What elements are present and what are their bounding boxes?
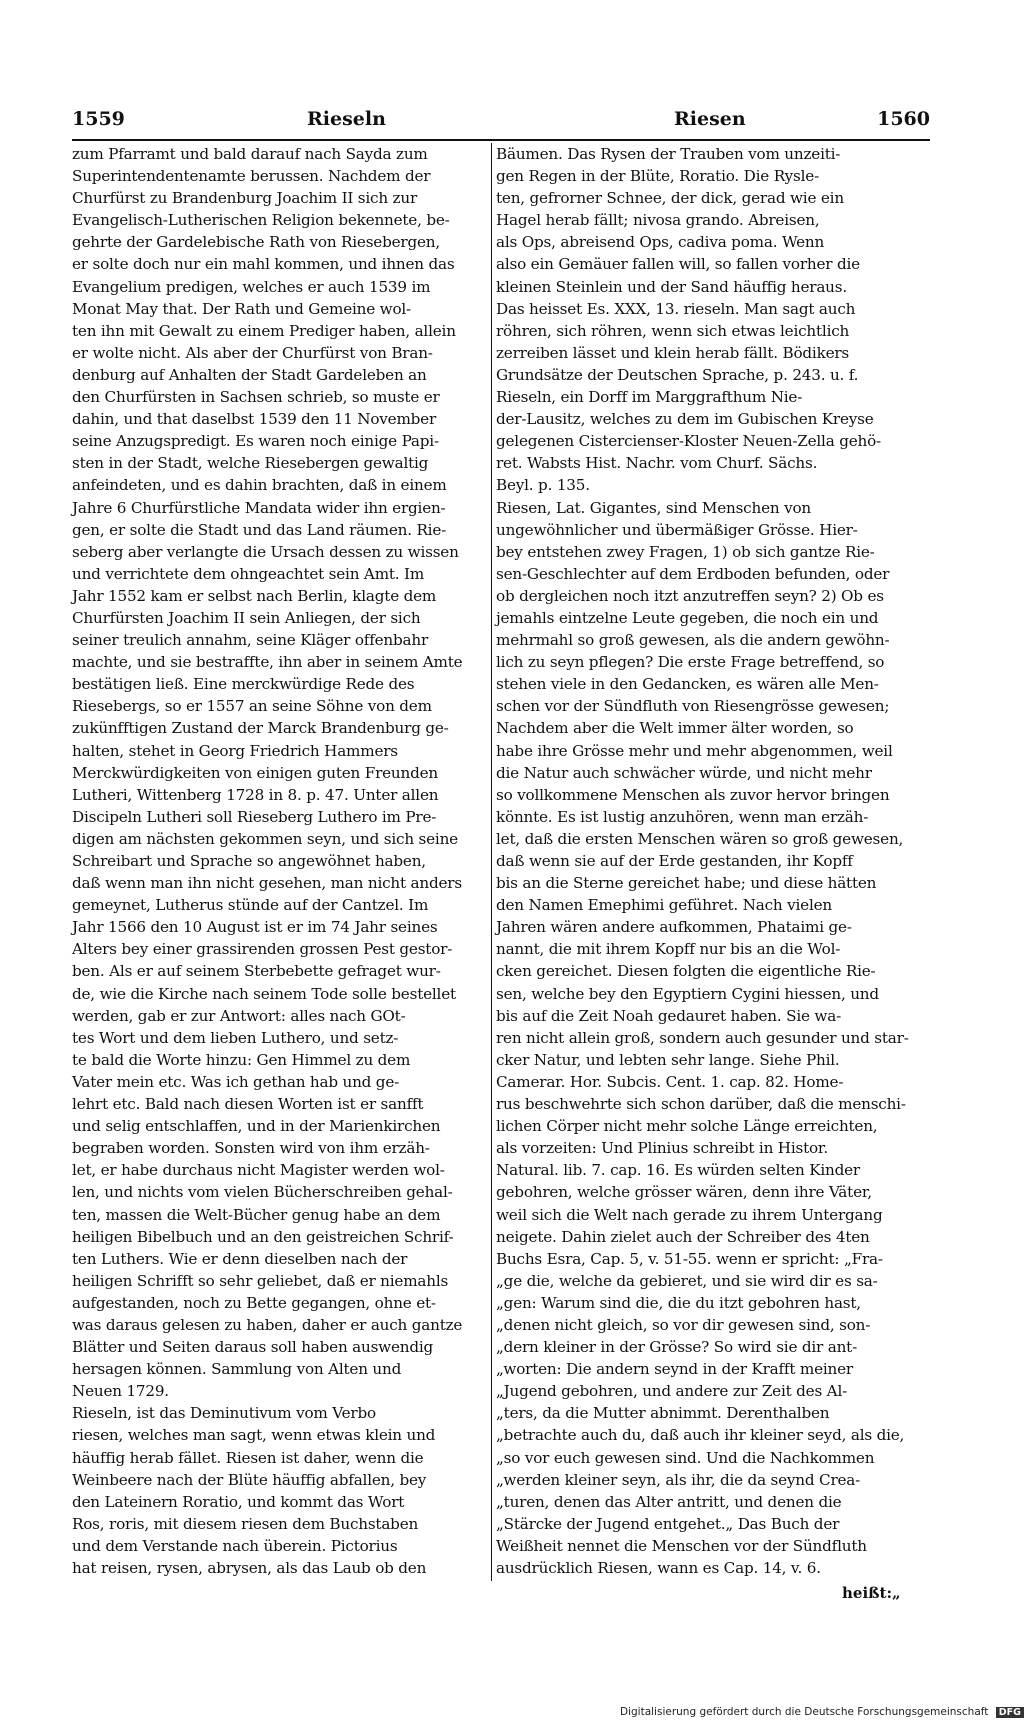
text-line: „turen, denen das Alter antritt, und denen die xyxy=(496,1492,842,1511)
text-line: häuffig herab fället. Riesen ist daher, wenn die xyxy=(72,1448,424,1467)
text-line: kleinen Steinlein und der Sand häuffig heraus. xyxy=(496,277,847,296)
text-line: ten, gefrorner Schnee, der dick, gerad wie ein xyxy=(496,189,844,208)
text-line: Evangelisch-Lutherischen Religion bekennete, be- xyxy=(72,211,450,230)
text-line: lehrt etc. Bald nach diesen Worten ist er sanfft xyxy=(72,1095,424,1114)
text-line: hat reisen, rysen, abrysen, als das Laub ob den xyxy=(72,1559,427,1577)
text-line: tes Wort und dem lieben Luthero, und setz- xyxy=(72,1028,399,1047)
text-line: zum Pfarramt und bald darauf nach Sayda zum xyxy=(72,145,428,163)
text-line: Hagel herab fällt; nivosa grando. Abreisen, xyxy=(496,211,820,230)
text-line: gemeynet, Lutherus stünde auf der Cantzel. Im xyxy=(72,896,429,915)
text-line: digen am nächsten gekommen seyn, und sich seine xyxy=(72,829,458,848)
text-line: den Churfürsten in Sachsen schrieb, so muste er xyxy=(72,388,440,407)
text-line: te bald die Worte hinzu: Gen Himmel zu dem xyxy=(72,1050,411,1069)
text-line: ren nicht allein groß, sondern auch gesunder und star- xyxy=(496,1028,909,1047)
text-line: Weinbeere nach der Blüte häuffig abfallen, bey xyxy=(72,1470,427,1489)
text-line: Churfürst zu Brandenburg Joachim II sich zur xyxy=(72,189,417,208)
text-line: let, daß die ersten Menschen wären so groß gewesen, xyxy=(496,829,904,848)
text-line: also ein Gemäuer fallen will, so fallen vorher die xyxy=(496,255,860,274)
text-line: „Stärcke der Jugend entgehet.„ Das Buch der xyxy=(496,1514,840,1533)
text-line: „ters, da die Mutter abnimmt. Derenthalben xyxy=(496,1404,830,1423)
text-line: sen, welche bey den Egyptiern Cygini hiessen, und xyxy=(496,984,879,1003)
text-line: Grundsätze der Deutschen Sprache, p. 243. u. f. xyxy=(496,365,859,384)
text-line: als vorzeiten: Und Plinius schreibt in Histor. xyxy=(496,1139,828,1158)
text-line: könnte. Es ist lustig anzuhören, wenn man erzäh- xyxy=(496,807,869,826)
text-line: „betrachte auch du, daß auch ihr kleiner seyd, als die, xyxy=(496,1426,905,1445)
text-line: Monat May that. Der Rath und Gemeine wol- xyxy=(72,299,411,318)
text-line: zukünfftigen Zustand der Marck Brandenburg ge- xyxy=(72,719,449,738)
text-line: mehrmahl so groß gewesen, als die andern gewöhn- xyxy=(496,631,890,650)
text-line: Nachdem aber die Welt immer älter worden, so xyxy=(496,719,854,738)
text-line: Riesen, Lat. Gigantes, sind Menschen von xyxy=(496,498,811,517)
text-line: bestätigen ließ. Eine merckwürdige Rede des xyxy=(72,675,415,694)
text-line: ten Luthers. Wie er denn dieselben nach der xyxy=(72,1249,408,1268)
text-line: cker Natur, und lebten sehr lange. Siehe Phil. xyxy=(496,1050,840,1069)
text-line: begraben worden. Sonsten wird von ihm erzäh- xyxy=(72,1139,430,1158)
text-line: „so vor euch gewesen sind. Und die Nachkommen xyxy=(496,1448,875,1467)
text-line: habe ihre Grösse mehr und mehr abgenommen, weil xyxy=(496,741,893,760)
text-line: „ge die, welche da gebieret, und sie wird dir es sa- xyxy=(496,1271,878,1290)
text-line: Bäumen. Das Rysen der Trauben vom unzeiti- xyxy=(496,145,841,163)
text-line: bey entstehen zwey Fragen, 1) ob sich gantze Rie- xyxy=(496,542,875,561)
text-line: und selig entschlaffen, und in der Marienkirchen xyxy=(72,1117,441,1136)
text-line: Buchs Esra, Cap. 5, v. 51-55. wenn er spricht: „Fra- xyxy=(496,1249,883,1268)
text-line: Jahre 6 Churfürstliche Mandata wider ihn ergien- xyxy=(72,498,446,517)
text-line: machte, und sie bestraffte, ihn aber in seinem Amte xyxy=(72,653,463,672)
text-line: Riesebergs, so er 1557 an seine Söhne von dem xyxy=(72,697,432,716)
text-line: Ros, roris, mit diesem riesen dem Buchstaben xyxy=(72,1514,419,1533)
text-line: anfeindeten, und es dahin brachten, daß in einem xyxy=(72,476,447,495)
text-line: gen Regen in der Blüte, Roratio. Die Rysle- xyxy=(496,167,820,186)
text-line: ten, massen die Welt-Bücher genug habe an dem xyxy=(72,1205,441,1224)
text-line: „dern kleiner in der Grösse? So wird sie dir ant- xyxy=(496,1338,858,1357)
text-line: so vollkommene Menschen als zuvor hervor bringen xyxy=(496,785,890,804)
text-line: Camerar. Hor. Subcis. Cent. 1. cap. 82. Home- xyxy=(496,1072,844,1091)
text-line: Jahr 1566 den 10 August ist er im 74 Jahr seines xyxy=(72,918,438,937)
text-line: gehrte der Gardelebische Rath von Riesebergen, xyxy=(72,233,440,252)
text-line: rus beschwehrte sich schon darüber, daß die menschi- xyxy=(496,1095,906,1114)
catchword: heißt:„ xyxy=(842,1584,901,1602)
text-line: Discipeln Lutheri soll Rieseberg Luthero im Pre- xyxy=(72,807,437,826)
text-line: lichen Cörper nicht mehr solche Länge erreichten, xyxy=(496,1117,878,1136)
text-line: halten, stehet in Georg Friedrich Hammers xyxy=(72,741,398,760)
text-line: seiner treulich annahm, seine Kläger offenbahr xyxy=(72,631,429,650)
text-line: hersagen können. Sammlung von Alten und xyxy=(72,1360,402,1379)
text-line: lich zu seyn pflegen? Die erste Frage betreffend, so xyxy=(496,653,885,672)
text-line: daß wenn man ihn nicht gesehen, man nicht anders xyxy=(72,874,462,893)
text-line: der-Lausitz, welches zu dem im Gubischen Kreyse xyxy=(496,410,874,429)
text-line: Rieseln, ein Dorff im Marggrafthum Nie- xyxy=(496,388,803,407)
text-line: er solte doch nur ein mahl kommen, und ihnen das xyxy=(72,255,455,274)
text-line: gelegenen Cistercienser-Kloster Neuen-Zella gehö- xyxy=(496,432,881,451)
text-line: ungewöhnlicher und übermäßiger Grösse. Hier- xyxy=(496,520,858,539)
text-line: dahin, und that daselbst 1539 den 11 November xyxy=(72,410,437,429)
text-line: Natural. lib. 7. cap. 16. Es würden selten Kinder xyxy=(496,1161,860,1180)
text-line: Vater mein etc. Was ich gethan hab und ge- xyxy=(72,1072,400,1091)
page-number-left: 1559 xyxy=(72,108,125,130)
text-line: „Jugend gebohren, und andere zur Zeit des Al- xyxy=(496,1382,848,1401)
footer-text: Digitalisierung gefördert durch die Deutsche Forschungsgemeinschaft xyxy=(620,1706,989,1718)
text-line: röhren, sich röhren, wenn sich etwas leichtlich xyxy=(496,321,850,340)
text-line: den Namen Emephimi geführet. Nach vielen xyxy=(496,896,832,915)
text-line: bis an die Sterne gereichet habe; und diese hätten xyxy=(496,874,877,893)
page-header xyxy=(72,108,930,134)
text-line: gebohren, welche grösser wären, denn ihre Väter, xyxy=(496,1183,872,1202)
text-line: Schreibart und Sprache so angewöhnet haben, xyxy=(72,852,426,870)
text-line: gen, er solte die Stadt und das Land räumen. Rie- xyxy=(72,520,447,539)
text-line: Blätter und Seiten daraus soll haben auswendig xyxy=(72,1338,434,1357)
text-line: Churfürsten Joachim II sein Anliegen, der sich xyxy=(72,608,421,627)
page-number-right: 1560 xyxy=(877,108,930,130)
text-line: „worten: Die andern seynd in der Krafft meiner xyxy=(496,1360,853,1379)
text-line: Rieseln, ist das Deminutivum vom Verbo xyxy=(72,1404,376,1423)
text-line: seine Anzugspredigt. Es waren noch einige Papi- xyxy=(72,432,439,451)
dfg-logo: DFG xyxy=(996,1707,1024,1718)
text-line: weil sich die Welt nach gerade zu ihrem Untergang xyxy=(496,1205,883,1224)
text-line: len, und nichts vom vielen Bücherschreiben gehal- xyxy=(72,1183,453,1202)
header-rule xyxy=(72,139,930,141)
text-line: Alters bey einer grassirenden grossen Pest gestor- xyxy=(72,940,453,959)
text-line: und verrichtete dem ohngeachtet sein Amt. Im xyxy=(72,564,425,583)
text-line: sen-Geschlechter auf dem Erdboden befunden, oder xyxy=(496,564,890,583)
text-line: riesen, welches man sagt, wenn etwas klein und xyxy=(72,1426,436,1445)
left-column xyxy=(72,143,488,1579)
text-line: den Lateinern Roratio, und kommt das Wort xyxy=(72,1492,405,1511)
text-line: cken gereichet. Diesen folgten die eigentliche Rie- xyxy=(496,962,876,981)
text-line: denburg auf Anhalten der Stadt Gardeleben an xyxy=(72,365,427,384)
text-line: Das heisset Es. XXX, 13. rieseln. Man sagt auch xyxy=(496,299,856,318)
text-line: Jahren wären andere aufkommen, Phataimi ge- xyxy=(496,918,852,937)
text-line: let, er habe durchaus nicht Magister werden wol- xyxy=(72,1161,445,1180)
text-line: aufgestanden, noch zu Bette gegangen, ohne et- xyxy=(72,1293,436,1312)
text-line: Neuen 1729. xyxy=(72,1382,169,1401)
text-line: zerreiben lässet und klein herab fällt. Bödikers xyxy=(496,343,850,362)
text-line: als Ops, abreisend Ops, cadiva poma. Wenn xyxy=(496,233,825,252)
text-line: sten in der Stadt, welche Riesebergen gewaltig xyxy=(72,454,429,473)
text-line: Weißheit nennet die Menschen vor der Sündfluth xyxy=(496,1536,867,1555)
text-line: Evangelium predigen, welches er auch 1539 im xyxy=(72,277,431,296)
text-line: was daraus gelesen zu haben, daher er auch gantze xyxy=(72,1315,463,1334)
text-line: jemahls eintzelne Leute gegeben, die noch ein und xyxy=(496,608,879,627)
column-divider xyxy=(491,143,492,1581)
text-line: stehen viele in den Gedancken, es wären alle Men- xyxy=(496,675,879,694)
text-line: ben. Als er auf seinem Sterbebette gefraget wur- xyxy=(72,962,441,981)
running-head-right: Riesen xyxy=(674,108,746,130)
digitization-footer xyxy=(620,1706,1024,1718)
text-line: Superintendentenamte berussen. Nachdem der xyxy=(72,167,431,186)
text-line: Lutheri, Wittenberg 1728 in 8. p. 47. Unter allen xyxy=(72,785,439,804)
right-column xyxy=(496,143,930,1579)
text-line: ausdrücklich Riesen, wann es Cap. 14, v. 6. xyxy=(496,1559,821,1577)
text-line: Beyl. p. 135. xyxy=(496,476,590,495)
text-line: Jahr 1552 kam er selbst nach Berlin, klagte dem xyxy=(72,586,437,605)
text-line: „gen: Warum sind die, die du itzt gebohren hast, xyxy=(496,1293,861,1312)
text-line: und dem Verstande nach überein. Pictorius xyxy=(72,1536,398,1555)
text-line: ten ihn mit Gewalt zu einem Prediger haben, allein xyxy=(72,321,456,340)
text-line: neigete. Dahin zielet auch der Schreiber des 4ten xyxy=(496,1227,870,1246)
text-line: heiligen Schrifft so sehr geliebet, daß er niemahls xyxy=(72,1271,449,1290)
text-line: er wolte nicht. Als aber der Churfürst von Bran- xyxy=(72,343,433,362)
text-line: „werden kleiner seyn, als ihr, die da seynd Crea- xyxy=(496,1470,861,1489)
text-line: heiligen Bibelbuch und an den geistreichen Schrif- xyxy=(72,1227,454,1246)
text-line: ob dergleichen noch itzt anzutreffen seyn? 2) Ob es xyxy=(496,586,884,605)
running-head-left: Rieseln xyxy=(307,108,386,130)
text-line: Merckwürdigkeiten von einigen guten Freunden xyxy=(72,763,438,782)
text-line: nannt, die mit ihrem Kopff nur bis an die Wol- xyxy=(496,940,841,959)
text-line: seberg aber verlangte die Ursach dessen zu wissen xyxy=(72,542,459,561)
text-line: „denen nicht gleich, so vor dir gewesen sind, son- xyxy=(496,1315,871,1334)
text-line: schen vor der Sündfluth von Riesengrösse gewesen; xyxy=(496,697,890,716)
text-line: bis auf die Zeit Noah gedauret haben. Sie wa- xyxy=(496,1006,841,1025)
text-line: daß wenn sie auf der Erde gestanden, ihr Kopff xyxy=(496,852,853,870)
text-line: werden, gab er zur Antwort: alles nach GOt- xyxy=(72,1006,406,1025)
text-line: de, wie die Kirche nach seinem Tode solle bestellet xyxy=(72,984,456,1003)
text-line: die Natur auch schwächer würde, und nicht mehr xyxy=(496,763,872,782)
text-line: ret. Wabsts Hist. Nachr. vom Churf. Sächs. xyxy=(496,454,818,473)
